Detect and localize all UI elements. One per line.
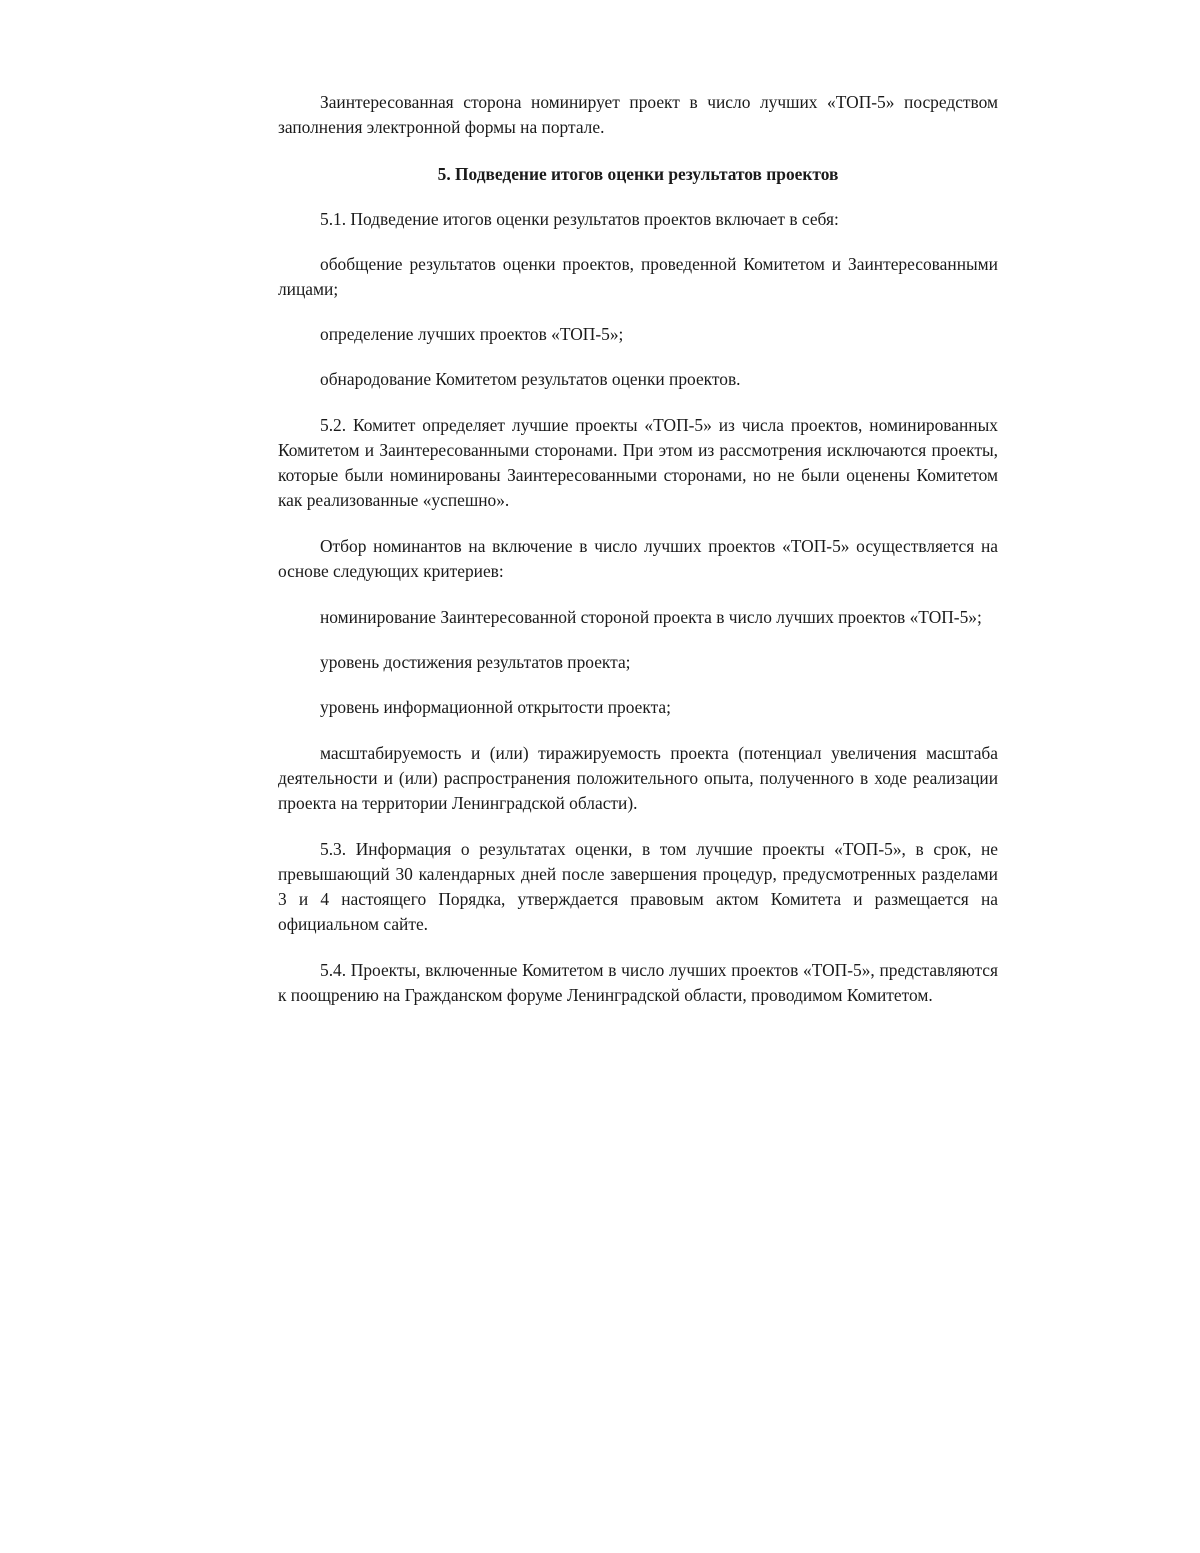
paragraph-5-1-item-3: обнародование Комитетом результатов оценки проектов.: [320, 369, 741, 389]
paragraph-selection: Отбор номинантов на включение в число лучших проектов «ТОП-5» осуществляется на основе следующих критериев:: [278, 536, 998, 581]
paragraph-5-2: 5.2. Комитет определяет лучшие проекты «ТОП-5» из числа проектов, номинированных Комитетом и Заинтересованными сторонами. При этом из рассмотрения исключаются проекты, которые были номинированы Заинтересованными сторонами, но не были оценены Комитетом как реализованные «успешно».: [278, 415, 998, 510]
paragraph-5-1-item-1: обобщение результатов оценки проектов, проведенной Комитетом и Заинтересованными лицами;: [278, 254, 998, 299]
paragraph-5-3: 5.3. Информация о результатах оценки, в том лучшие проекты «ТОП-5», в срок, не превышающий 30 календарных дней после завершения процедур, предусмотренных разделами 3 и 4 настоящего Порядка, утверждается правовым актом Комитета и размещается на официальном сайте.: [278, 839, 998, 934]
section-heading: 5. Подведение итогов оценки результатов проектов: [437, 164, 839, 184]
paragraph-5-1-item-2: определение лучших проектов «ТОП-5»;: [320, 324, 624, 344]
criterion-3: уровень информационной открытости проекта;: [320, 697, 671, 717]
criterion-4: масштабируемость и (или) тиражируемость проекта (потенциал увеличения масштаба деятельности и (или) распространения положительного опыта, полученного в ходе реализации проекта на территории Ленинградской области).: [278, 743, 998, 813]
paragraph-intro: Заинтересованная сторона номинирует проект в число лучших «ТОП-5» посредством заполнения электронной формы на портале.: [278, 92, 998, 137]
criterion-2: уровень достижения результатов проекта;: [320, 652, 631, 672]
document-body: [278, 90, 998, 1008]
criterion-1: номинирование Заинтересованной стороной проекта в число лучших проектов «ТОП-5»;: [320, 607, 982, 627]
paragraph-5-1: 5.1. Подведение итогов оценки результатов проектов включает в себя:: [320, 209, 839, 229]
paragraph-5-4: 5.4. Проекты, включенные Комитетом в число лучших проектов «ТОП-5», представляются к поощрению на Гражданском форуме Ленинградской области, проводимом Комитетом.: [278, 960, 998, 1005]
